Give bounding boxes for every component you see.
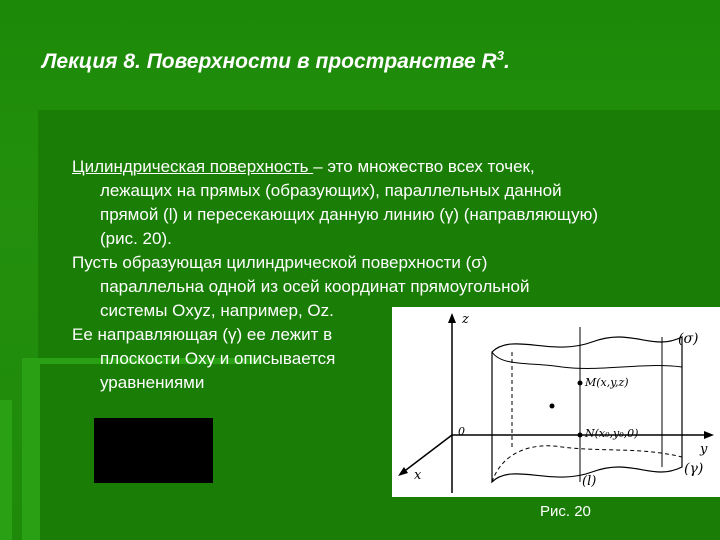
sigma-label: (σ) bbox=[678, 331, 699, 347]
definition-line: (рис. 20). bbox=[100, 229, 172, 248]
definition-line: лежащих на прямых (образующих), параллельных данной bbox=[100, 181, 562, 200]
y-arrow bbox=[704, 431, 714, 439]
M-label: M(x,y,z) bbox=[585, 376, 629, 389]
paragraph-line: системы Oxyz, например, Oz. bbox=[100, 301, 334, 320]
definition-line: прямой (l) и пересекающих данную линию (γ) (направляющую) bbox=[100, 205, 598, 224]
equation-image bbox=[94, 418, 213, 483]
top-curve bbox=[492, 352, 682, 368]
defined-term: Цилиндрическая поверхность bbox=[72, 157, 314, 176]
paragraph-line: параллельна одной из осей координат прямоугольной bbox=[100, 277, 530, 296]
z-label: z bbox=[462, 312, 469, 327]
point bbox=[550, 404, 555, 409]
paragraph-line: Ее направляющая (γ) ее лежит в bbox=[72, 325, 333, 344]
y-label: y bbox=[700, 442, 708, 457]
origin-label: 0 bbox=[458, 425, 465, 438]
point-N bbox=[578, 433, 583, 438]
decor-bar bbox=[22, 360, 40, 540]
point-M bbox=[578, 381, 583, 386]
cylinder-figure bbox=[392, 307, 720, 497]
N-label: N(x₀,y₀,0) bbox=[585, 427, 639, 440]
cylinder-diagram bbox=[392, 307, 720, 497]
l-label: (l) bbox=[582, 474, 597, 489]
paragraph-line: Пусть образующая цилиндрической поверхности (σ) bbox=[72, 253, 488, 272]
paragraph-line: уравнениями bbox=[100, 373, 205, 392]
decor-bar bbox=[0, 400, 12, 540]
x-axis bbox=[402, 435, 452, 473]
paragraph-line: плоскости Oxy и описывается bbox=[100, 349, 336, 368]
x-arrow bbox=[398, 467, 408, 476]
cylinder-outline bbox=[492, 337, 682, 482]
figure-caption: Рис. 20 bbox=[540, 503, 591, 520]
slide-title: Лекция 8. Поверхности в пространстве $R^3$. bbox=[42, 48, 510, 73]
x-label: x bbox=[414, 468, 422, 483]
z-arrow bbox=[448, 313, 456, 323]
definition-line: Цилиндрическая поверхность – это множество всех точек, bbox=[72, 157, 535, 176]
gamma-label: (γ) bbox=[684, 461, 704, 477]
